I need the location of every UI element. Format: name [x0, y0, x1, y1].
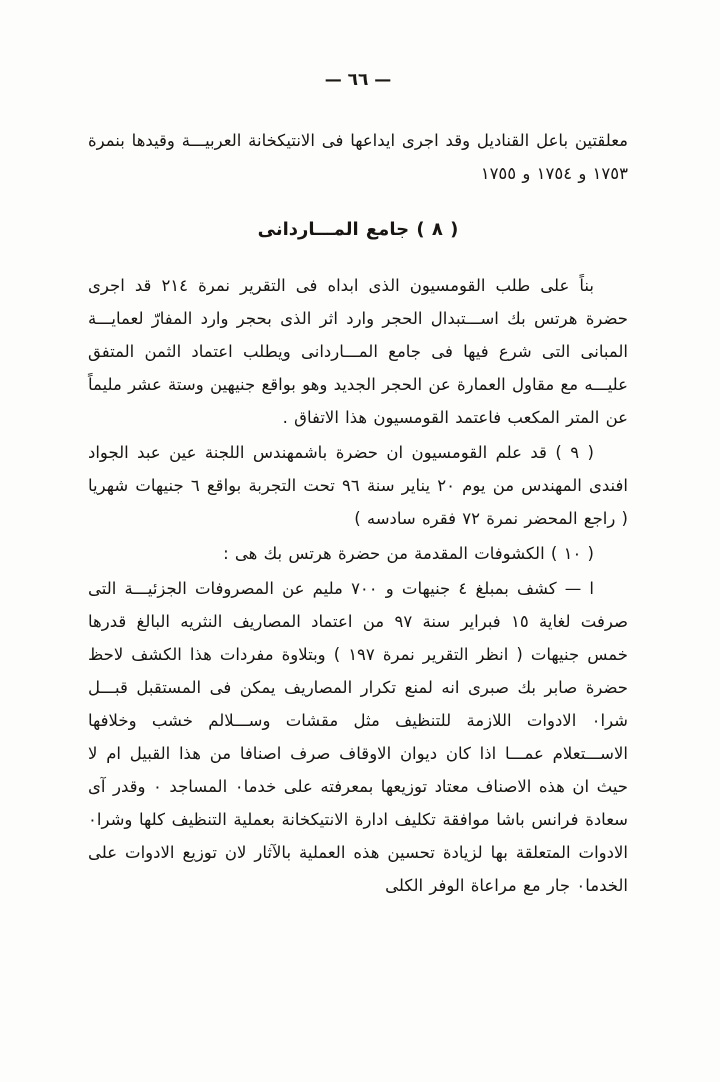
intro-paragraph: معلقتين باعل القناديل وقد اجرى ايداعها فى الانتيكخانة العربيـــة وقيدها بنمرة ١٧٥٣ و ١٧٥٤ و ١٧٥٥	[88, 131, 628, 183]
section-heading-mosque-mardani: ( ٨ ) جامع المـــاردانى	[257, 219, 459, 240]
page-number: — ٦٦ —	[324, 70, 392, 90]
page-body	[88, 124, 628, 902]
paragraph-item-9: ( ٩ ) قد علم القومسيون ان حضرة باشمهندس اللجنة عين عبد الجواد افندى المهندس من يوم ٢٠ يناير سنة ٩٦ تحت التجربة بواقع ٦ جنيهات شهريا ( راجع المحضر نمرة ٧٢ فقره سادسه )	[88, 442, 629, 528]
paragraph-item-10: ( ١٠ ) الكشوفات المقدمة من حضرة هرتس بك هى :	[223, 543, 594, 563]
paragraph-report-214: بناً على طلب القومسيون الذى ابداه فى التقرير نمرة ٢١٤ قد اجرى حضرة هرتس بك اســـتبدال الحجر وارد اثر الذى بحجر وارد المفارّ لعمايـــة المبانى التى شرع فيها فى جامع المـــاردانى ويطلب اعتماد الثمن المتفق عليـــه مع مقاول العمارة عن الحجر الجديد وهو بواقع جنيهين وستة عشر مليماً عن المتر المكعب فاعتمد القومسيون هذا الاتفاق .	[88, 275, 628, 427]
paragraph-expense-list: ا — كشف بمبلغ ٤ جنيهات و ٧٠٠ مليم عن المصروفات الجزئيـــة التى صرفت لغاية ١٥ فبراير سنة ٩٧ من اعتماد المصاريف النثريه البالغ قدرها خمس جنيهات ( انظر التقرير نمرة ١٩٧ ) وبتلاوة مفردات هذا الكشف لاحظ حضرة صابر بك صبرى انه لمنع تكرار المصاريف يمكن فى المستقبل قبـــل شرا٠ الادوات اللازمة للتنظيف مثل مقشات وســـلالم خشب وخلافها الاســـتعلام عمـــا اذا كان ديوان الاوقاف صرف اصنافا من هذا القبيل ام لا حيث ان هذه الاصناف معتاد توزيعها بمعرفته على خدما٠ المساجد ٠ وقدر آى سعادة فرانس باشا موافقة تكليف ادارة الانتيكخانة بعملية التنظيف كلها وشرا٠ الادوات المتعلقة بها لزيادة تحسين هذه العملية بالآثار لان توزيع الادوات على الخدما٠ جار مع مراعاة الوفر الكلى	[88, 578, 628, 895]
